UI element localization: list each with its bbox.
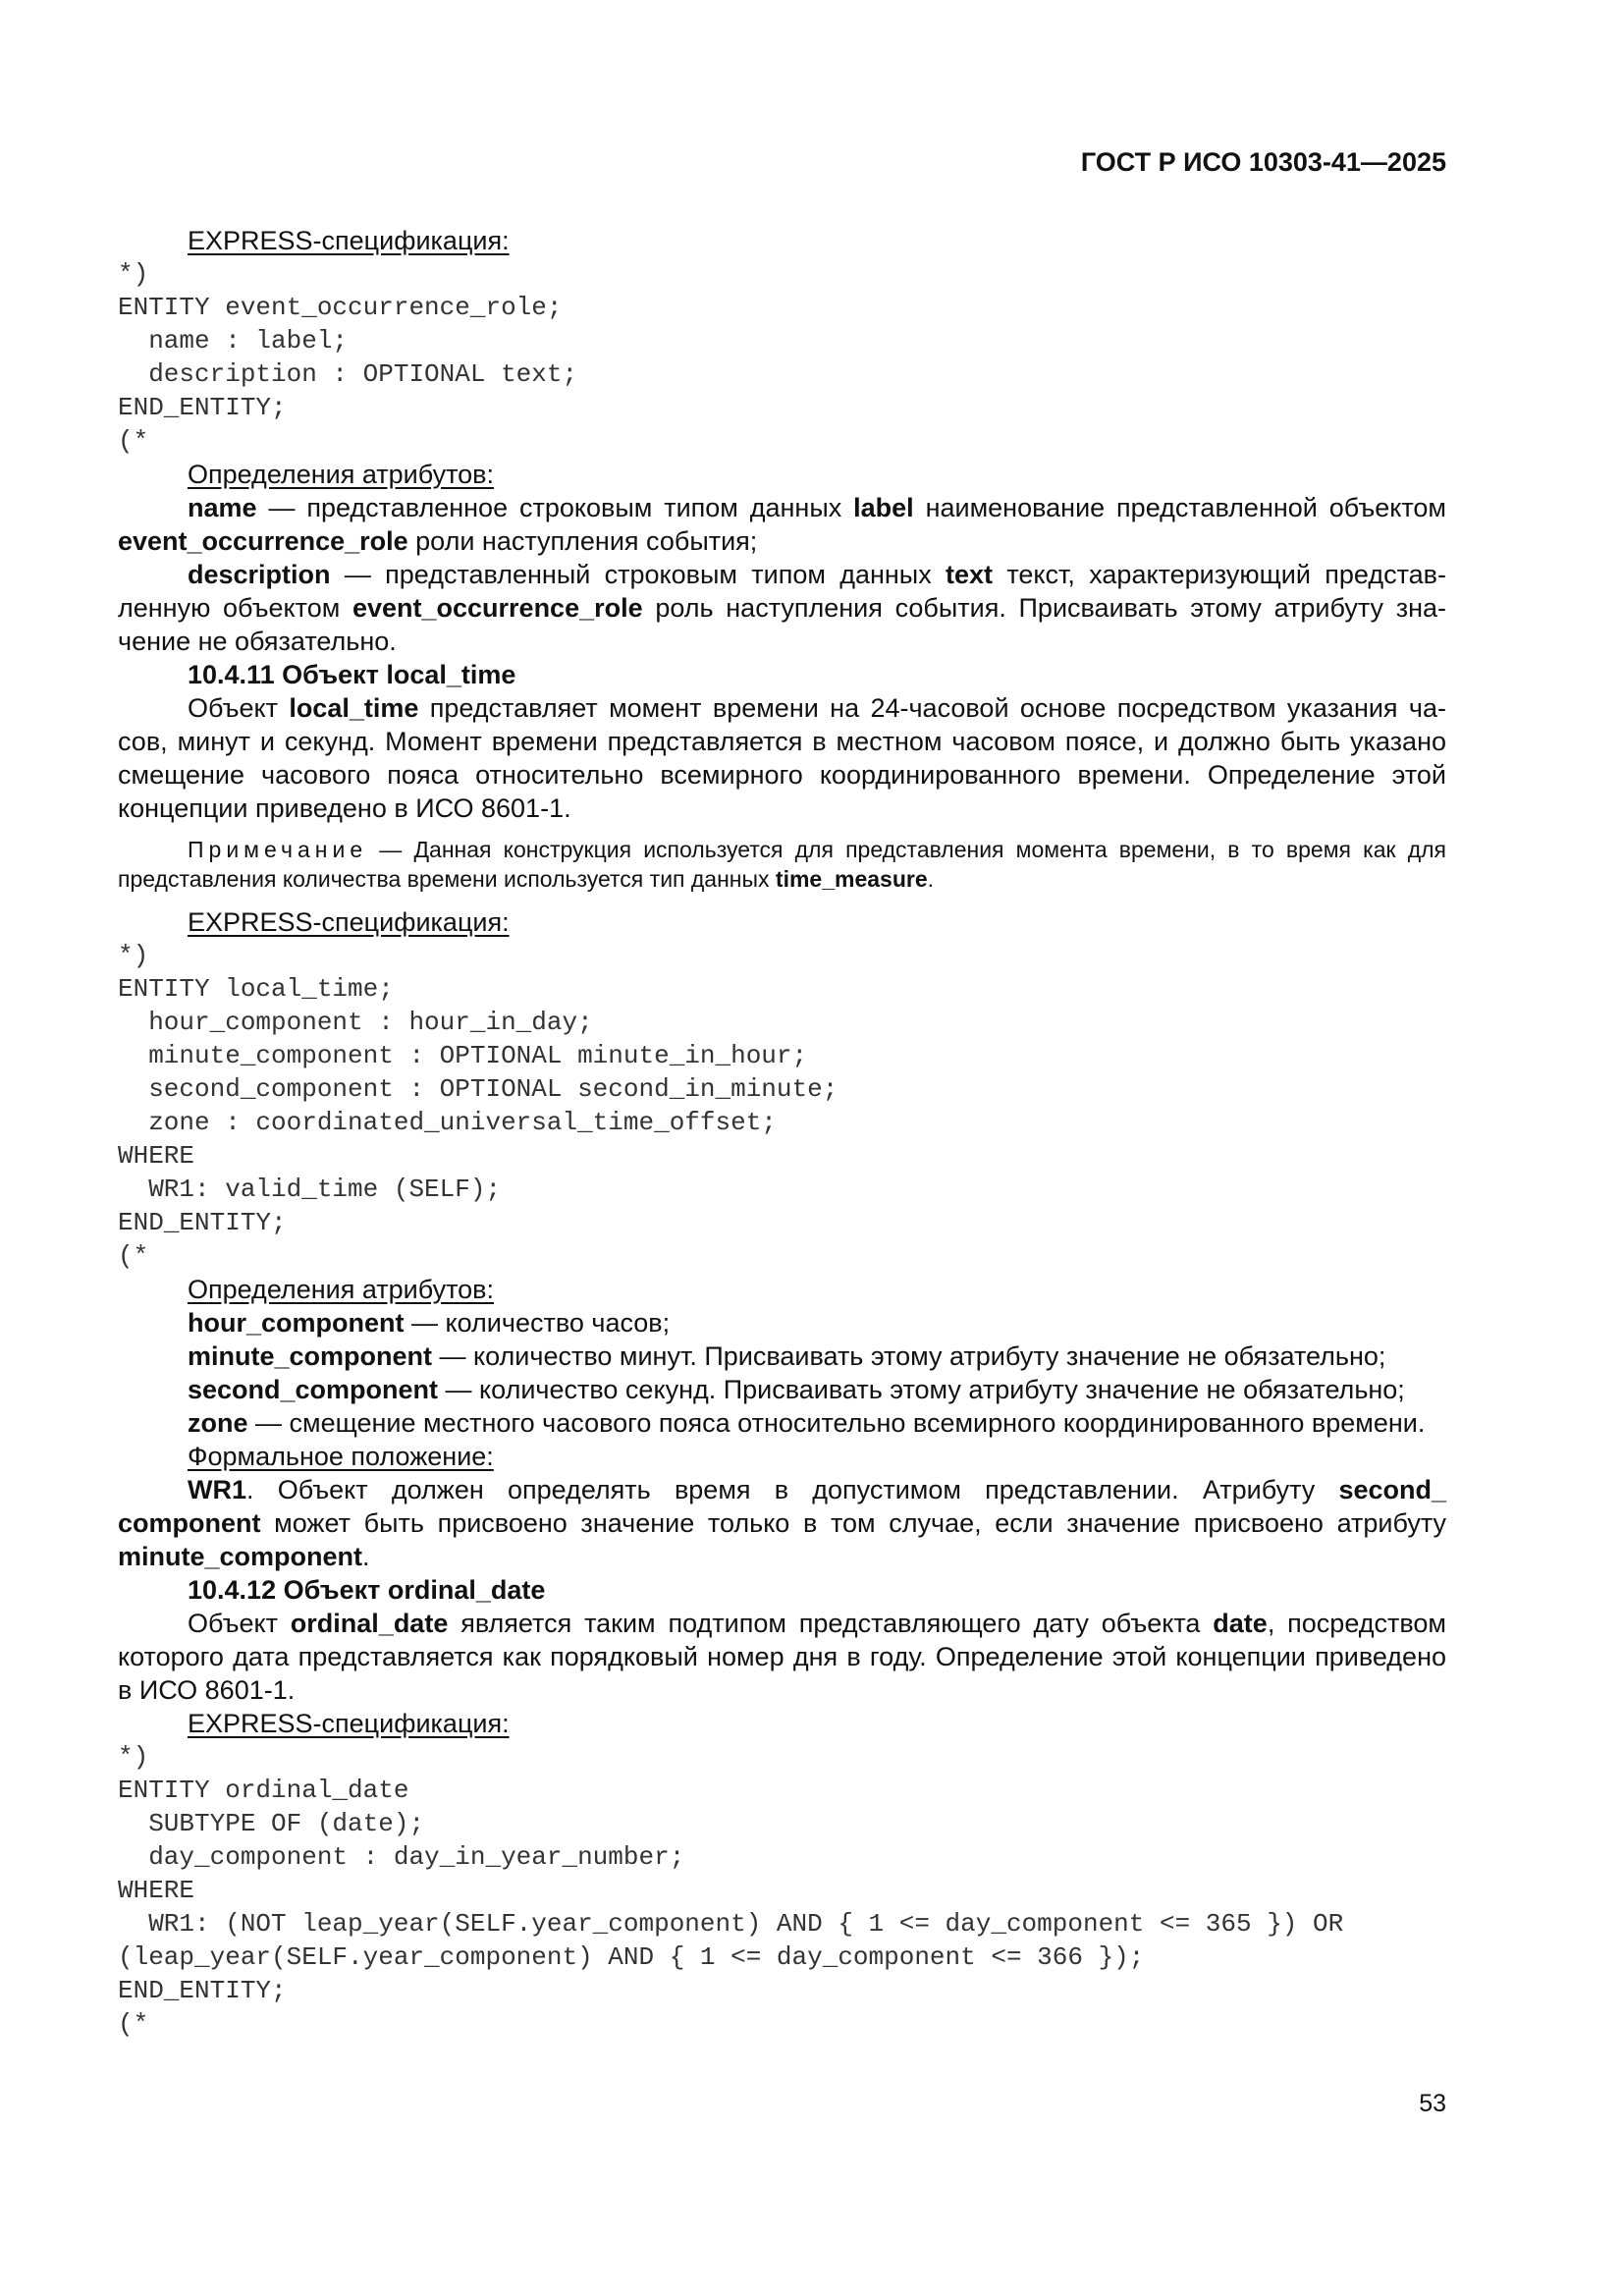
attribute-name-definition: name — представленное строковым типом данных label наименование представленной объектом event_occurrence_role роли наступления события; xyxy=(118,493,1446,556)
ordinal-date-intro: Объект ordinal_date является таким подтипом представляющего дату объекта date, посредством которого дата представляется как порядковый номер дня в году. Определение этой концепции приведено в ИСО 8601-1. xyxy=(118,1609,1446,1705)
attribute-description-definition: description — представленный строковым типом данных text текст, характеризующий представленную объектом event_occurrence_role роль наступления события. Присваивать этому атрибуту значение не обязательно. xyxy=(118,560,1446,656)
attribute-minute-component: minute_component — количество минут. Присваивать этому атрибуту значение не обязательно; xyxy=(188,1341,1386,1371)
attribute-second-component: second_component — количество секунд. Присваивать этому атрибуту значение не обязательно; xyxy=(188,1375,1405,1404)
where-rule-wr1: WR1. Объект должен определять время в допустимом представлении. Атрибуту second_ component может быть присвоено значение только в том случае, если значение присвоено атрибуту minute_component. xyxy=(118,1475,1446,1571)
attribute-definitions-label: Определения атрибутов: xyxy=(188,460,495,489)
local-time-intro: Объект local_time представляет момент времени на 24-часовой основе посредством указания часов, минут и секунд. Момент времени представляется в местном часовом поясе, и должно быть указано смещение часового пояса относительно всемирного координированного времени. Определение этой концепции приведено в ИСО 8601-1. xyxy=(118,693,1446,823)
section-heading-ordinal-date: 10.4.12 Объект ordinal_date xyxy=(188,1575,546,1605)
page-content xyxy=(118,224,1446,2041)
express-spec-label: EXPRESS-спецификация: xyxy=(188,1709,510,1738)
code-block-ordinal-date: *) ENTITY ordinal_date SUBTYPE OF (date); day_component : day_in_year_number; WHERE WR1: (NOT leap_year(SELF.year_component) AND { 1 <= day_component <= 365 }) OR (leap_year(SELF.year_component) AND { 1 <= day_component <= 366 }); END_ENTITY; (* xyxy=(118,1742,1344,2039)
attribute-hour-component: hour_component — количество часов; xyxy=(188,1308,671,1338)
code-block-event-occurrence-role: *) ENTITY event_occurrence_role; name : label; description : OPTIONAL text; END_ENTITY; (* xyxy=(118,259,578,456)
attribute-definitions-label: Определения атрибутов: xyxy=(188,1275,495,1304)
express-spec-label: EXPRESS-спецификация: xyxy=(188,907,510,937)
formal-propositions-label: Формальное положение: xyxy=(188,1442,494,1471)
standard-header: ГОСТ Р ИСО 10303-41—2025 xyxy=(1080,147,1446,177)
attribute-zone: zone — смещение местного часового пояса относительно всемирного координированного времени. xyxy=(188,1408,1426,1438)
note-paragraph: Примечание — Данная конструкция используется для представления момента времени, в то время как для представления количества времени используется тип данных time_measure. xyxy=(118,837,1446,892)
code-block-local-time: *) ENTITY local_time; hour_component : hour_in_day; minute_component : OPTIONAL minute_in_hour; second_component : OPTIONAL second_in_minute; zone : coordinated_universal_time_offset; WHERE WR1: valid_time (SELF); END_ENTITY; (* xyxy=(118,941,839,1271)
page-number: 53 xyxy=(1419,2090,1446,2117)
express-spec-label: EXPRESS-спецификация: xyxy=(188,226,510,255)
section-heading-local-time: 10.4.11 Объект local_time xyxy=(188,660,516,689)
